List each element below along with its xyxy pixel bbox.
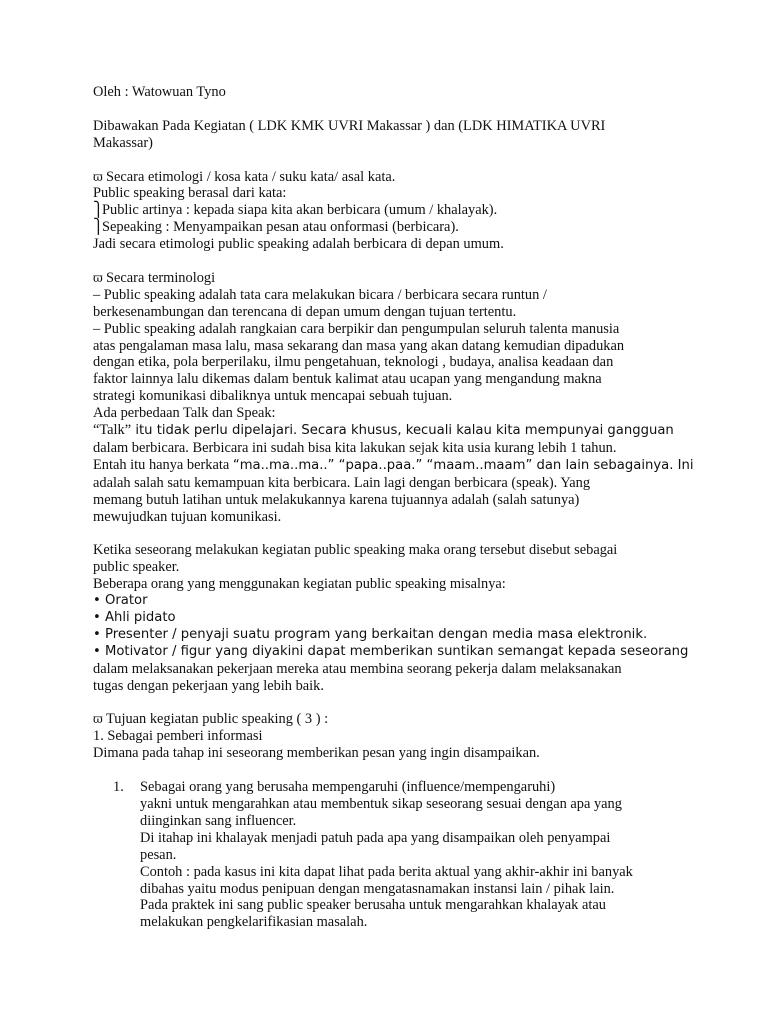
list-item-line: yakni untuk mengarahkan atau membentuk sikap seseorang sesuai dengan apa yang xyxy=(140,795,622,812)
example-item: • Ahli pidato xyxy=(93,610,176,626)
spacer xyxy=(93,152,683,169)
bracket-icon: ⎫ xyxy=(93,219,104,236)
numbered-list xyxy=(113,779,683,931)
example-item: • Presenter / penyaji suatu program yang berkaitan dengan media masa elektronik. xyxy=(93,626,648,642)
terminologi-heading-text: Secara terminologi xyxy=(106,269,216,286)
event-line: Makassar) xyxy=(93,134,153,151)
tujuan-heading-text: Tujuan kegiatan public speaking ( 3 ) : xyxy=(106,711,329,728)
numbered-list-item xyxy=(113,779,683,796)
talk-text: itu tidak perlu dipelajari. Secara khusus, kecuali kalau kita mempunyai gangguan xyxy=(131,423,674,439)
definition-line: strategi komunikasi dibaliknya untuk mencapai sebuah tujuan. xyxy=(93,388,453,405)
terminologi-heading xyxy=(93,270,683,287)
list-item-line: melakukan pengkelarifikasian masalah. xyxy=(140,914,368,931)
speaker-intro: Ketika seseorang melakukan kegiatan public speaking maka orang tersebut disebut sebagai xyxy=(93,542,618,559)
tujuan-item-desc: Dimana pada tahap ini seseorang memberikan pesan yang ingin disampaikan. xyxy=(93,745,540,762)
etimologi-conclusion: Jadi secara etimologi public speaking adalah berbicara di depan umum. xyxy=(93,236,504,253)
definition-line: – Public speaking adalah tata cara melakukan bicara / berbicara secara runtun / xyxy=(93,286,547,303)
talk-quote: “Talk” xyxy=(93,422,132,439)
document-page xyxy=(93,84,694,931)
etimologi-intro: Public speaking berasal dari kata: xyxy=(93,185,287,202)
bullet-symbol-icon: ϖ xyxy=(93,712,103,727)
list-item-line: Di itahap ini khalayak menjadi patuh pada apa yang disampaikan oleh penyampai xyxy=(140,829,611,846)
list-item-line: dibahas yaitu modus penipuan dengan mengatasnamakan instansi lain / pihak lain. xyxy=(140,880,615,897)
list-item-line: diinginkan sang influencer. xyxy=(140,812,297,829)
talk-line: adalah salah satu kemampuan kita berbicara. Lain lagi dengan berbicara (speak). Yang xyxy=(93,474,591,491)
spacer xyxy=(93,695,683,712)
talk-line: mewujudkan tujuan komunikasi. xyxy=(93,508,282,525)
definition-line: faktor lainnya lalu dikemas dalam bentuk kalimat atau ucapan yang mengandung makna xyxy=(93,371,602,388)
definition-line: – Public speaking adalah rangkaian cara berpikir dan pengumpulan seluruh talenta manusia xyxy=(93,320,620,337)
tujuan-heading xyxy=(93,711,683,728)
list-number: 1. xyxy=(113,779,124,796)
spacer xyxy=(93,101,683,118)
spacer xyxy=(93,253,683,270)
etimologi-item xyxy=(93,202,683,219)
definition-line: atas pengalaman masa lalu, masa sekarang dan masa yang akan datang kemudian dipadukan xyxy=(93,337,625,354)
list-item-title: Sebagai orang yang berusaha mempengaruhi (influence/mempengaruhi) xyxy=(140,779,556,796)
list-item-line: Contoh : pada kasus ini kita dapat lihat pada berita aktual yang akhir-akhir ini banyak xyxy=(140,863,633,880)
list-item-line: pesan. xyxy=(140,846,177,863)
examples-heading: Beberapa orang yang menggunakan kegiatan public speaking misalnya: xyxy=(93,576,506,593)
etimologi-heading-text: Secara etimologi / kosa kata / suku kata/ asal kata. xyxy=(106,168,396,185)
event-line: Dibawakan Pada Kegiatan ( LDK KMK UVRI Makassar ) dan (LDK HIMATIKA UVRI xyxy=(93,117,606,134)
definition-line: dengan etika, pola berperilaku, ilmu pengetahuan, teknologi , budaya, analisa keadaan dan xyxy=(93,354,614,371)
talk-line xyxy=(93,456,694,475)
example-item: • Motivator / figur yang diyakini dapat memberikan suntikan semangat kepada seseorang xyxy=(93,643,689,659)
talk-speak-heading: Ada perbedaan Talk dan Speak: xyxy=(93,405,276,422)
etimologi-item xyxy=(93,219,683,236)
talk-line: dalam berbicara. Berbicara ini sudah bisa kita lakukan sejak kita usia kurang lebih 1 tahun. xyxy=(93,439,617,456)
definition-line: berkesenambungan dan terencana di depan umum dengan tujuan tertentu. xyxy=(93,303,517,320)
talk-line xyxy=(93,422,683,440)
list-item-line: Pada praktek ini sang public speaker berusaha untuk mengarahkan khalayak atau xyxy=(140,897,606,914)
speaker-intro: public speaker. xyxy=(93,559,180,576)
etimologi-item-text: Public artinya : kepada siapa kita akan berbicara (umum / khalayak). xyxy=(102,202,498,219)
bracket-icon: ⎫ xyxy=(93,202,104,219)
spacer xyxy=(93,762,683,779)
author-line: Oleh : Watowuan Tyno xyxy=(93,84,226,100)
bullet-symbol-icon: ϖ xyxy=(93,270,103,285)
example-item-cont: dalam melaksanakan pekerjaan mereka atau membina seorang pekerja dalam melaksanakan xyxy=(93,660,622,677)
tujuan-item-title: 1. Sebagai pemberi informasi xyxy=(93,728,263,745)
etimologi-item-text: Sepeaking : Menyampaikan pesan atau onformasi (berbicara). xyxy=(102,219,459,236)
talk-examples: “ma..ma..ma..” “papa..paa.” “maam..maam” dan lain sebagainya. Ini xyxy=(232,457,694,473)
talk-text: Entah itu hanya berkata xyxy=(93,456,233,473)
etimologi-heading xyxy=(93,169,683,186)
spacer xyxy=(93,526,683,543)
example-item: • Orator xyxy=(93,593,148,609)
bullet-symbol-icon: ϖ xyxy=(93,169,103,184)
talk-line: memang butuh latihan untuk melakukannya karena tujuannya adalah (salah satunya) xyxy=(93,491,580,508)
example-item-cont: tugas dengan pekerjaan yang lebih baik. xyxy=(93,677,324,694)
